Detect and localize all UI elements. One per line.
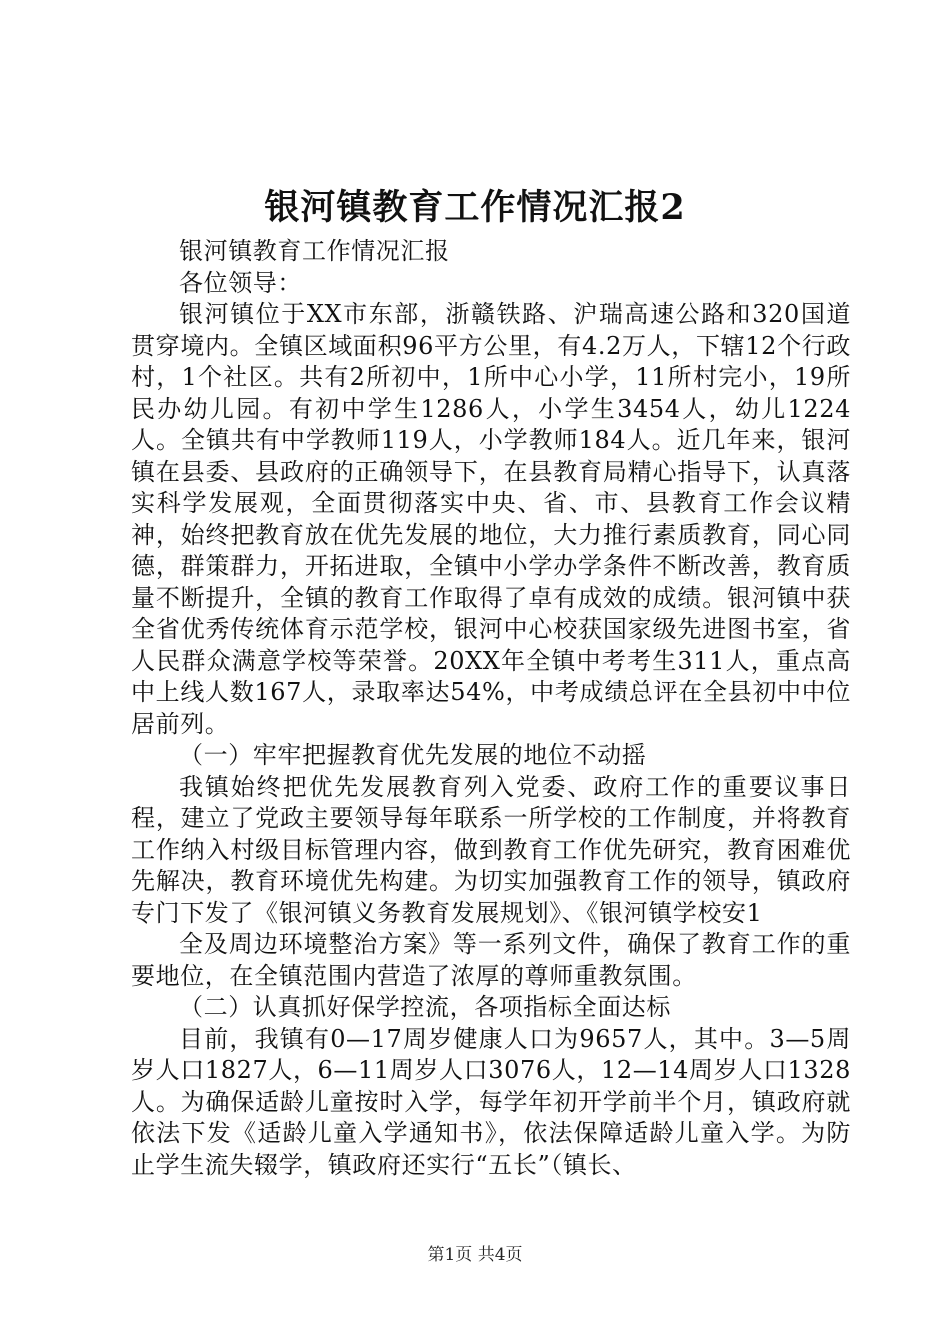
page-number-footer: 第1页 共4页 <box>427 1245 523 1265</box>
document-body <box>131 236 851 1181</box>
paragraph-overview: 银河镇位于XX市东部，浙赣铁路、沪瑞高速公路和320国道贯穿境内。全镇区域面积96平方公里，有4.2万人，下辖12个行政村，1个社区。共有2所初中，1所中心小学，11所村完小，19所民办幼儿园。有初中学生1286人，小学生3454人，幼儿1224人。全镇共有中学教师119人，小学教师184人。近几年来，银河镇在县委、县政府的正确领导下，在县教育局精心指导下，认真落实科学发展观，全面贯彻落实中央、省、市、县教育工作会议精神，始终把教育放在优先发展的地位，大力推行素质教育，同心同德，群策群力，开拓进取，全镇中小学办学条件不断改善，教育质量不断提升，全镇的教育工作取得了卓有成效的成绩。银河镇中获全省优秀传统体育示范学校，银河中心校获国家级先进图书室，省人民群众满意学校等荣誉。20XX年全镇中考考生311人，重点高中上线人数167人，录取率达54%，中考成绩总评在全县初中中位居前列。 <box>131 300 851 738</box>
paragraph-section-1-cont: 全及周边环境整治方案》等一系列文件，确保了教育工作的重要地位，在全镇范围内营造了浓厚的尊师重教氛围。 <box>131 930 851 990</box>
section-heading-1: （一）牢牢把握教育优先发展的地位不动摇 <box>179 741 647 769</box>
paragraph-salutation: 各位领导： <box>179 268 302 297</box>
section-heading-2: （二）认真抓好保学控流，各项指标全面达标 <box>179 993 671 1021</box>
paragraph-section-1: 我镇始终把优先发展教育列入党委、政府工作的重要议事日程，建立了党政主要领导每年联系一所学校的工作制度，并将教育工作纳入村级目标管理内容，做到教育工作优先研究，教育困难优先解决，教育环境优先构建。为切实加强教育工作的领导，镇政府专门下发了《银河镇义务教育发展规划》、《银河镇学校安1 <box>131 772 851 927</box>
paragraph-subtitle: 银河镇教育工作情况汇报 <box>179 237 450 265</box>
document-title: 银河镇教育工作情况汇报2 <box>264 187 686 228</box>
paragraph-section-2: 目前，我镇有0—17周岁健康人口为9657人，其中。3—5周岁人口1827人，6—11周岁人口3076人，12—14周岁人口1328人。为确保适龄儿童按时入学，每学年初开学前半个月，镇政府就依法下发《适龄儿童入学通知书》，依法保障适龄儿童入学。为防止学生流失辍学，镇政府还实行“五长”（镇长、 <box>131 1024 851 1179</box>
